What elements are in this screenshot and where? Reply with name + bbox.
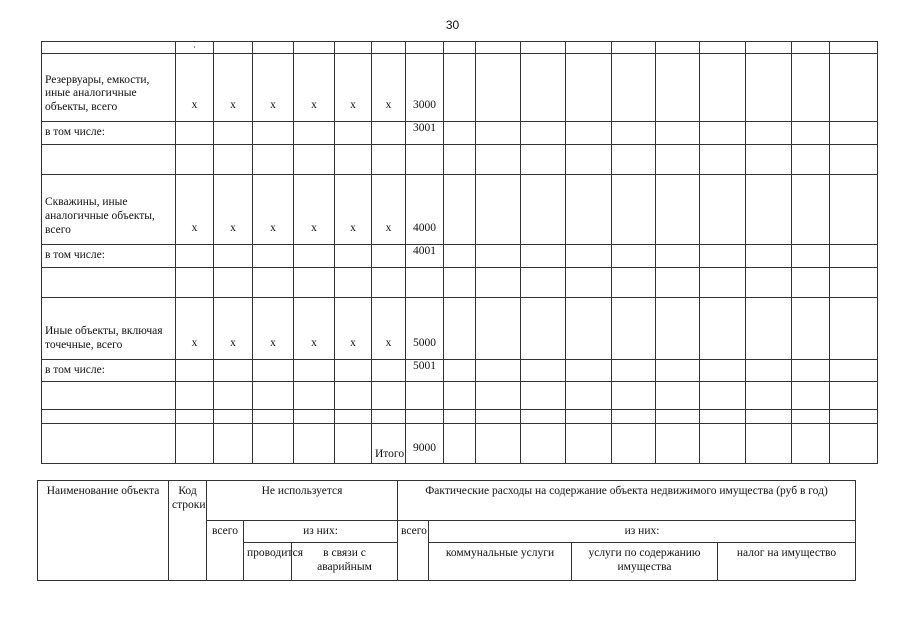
x-mark: x <box>253 174 294 244</box>
table-cell <box>253 410 294 424</box>
table-cell <box>746 410 792 424</box>
table-cell <box>176 144 214 174</box>
table-cell <box>700 267 746 297</box>
table-row <box>42 54 878 122</box>
table-cell <box>612 359 656 382</box>
table-cell <box>792 382 830 410</box>
table-cell <box>566 54 612 122</box>
table-cell <box>700 54 746 122</box>
table-cell <box>176 382 214 410</box>
table-cell <box>476 267 521 297</box>
table-cell <box>253 244 294 267</box>
x-mark: x <box>176 297 214 359</box>
table-cell <box>830 144 878 174</box>
table-cell <box>335 267 372 297</box>
table-cell <box>335 42 372 54</box>
table-cell <box>476 122 521 145</box>
table-cell <box>746 267 792 297</box>
col-not-used: Не используется <box>207 481 398 521</box>
table-cell <box>335 144 372 174</box>
table-cell <box>444 54 476 122</box>
table-cell <box>372 244 406 267</box>
section-name: Скважины, иные аналогичные объекты, всего <box>42 174 176 244</box>
section-name: Иные объекты, включая точечные, всего <box>42 297 176 359</box>
x-mark: x <box>253 297 294 359</box>
table-cell <box>214 267 253 297</box>
table-cell <box>612 297 656 359</box>
table-cell <box>476 144 521 174</box>
table-cell <box>294 144 335 174</box>
table-cell <box>294 359 335 382</box>
table-cell <box>656 244 700 267</box>
table-cell <box>700 244 746 267</box>
table-cell <box>521 144 566 174</box>
col-expenses-total: всего <box>398 521 429 581</box>
table-cell <box>612 424 656 464</box>
table-cell <box>294 382 335 410</box>
table-cell <box>476 42 521 54</box>
table-cell <box>521 174 566 244</box>
table-cell <box>406 382 444 410</box>
table-cell <box>476 297 521 359</box>
table-cell <box>444 244 476 267</box>
table-cell <box>521 359 566 382</box>
table-cell <box>700 359 746 382</box>
table-cell <box>521 244 566 267</box>
table-cell <box>656 174 700 244</box>
table-cell <box>656 54 700 122</box>
subsection-label: в том числе: <box>42 122 176 145</box>
row-code: 5001 <box>406 359 444 382</box>
table-cell <box>521 267 566 297</box>
table-cell <box>830 382 878 410</box>
table-cell <box>612 54 656 122</box>
table-cell <box>176 359 214 382</box>
total-code: 9000 <box>406 424 444 464</box>
table-cell <box>656 359 700 382</box>
table-cell <box>335 424 372 464</box>
table-cell <box>476 382 521 410</box>
table-cell <box>176 424 214 464</box>
x-mark: x <box>253 54 294 122</box>
table-cell <box>746 244 792 267</box>
table-cell <box>42 267 176 297</box>
table-cell <box>176 410 214 424</box>
table-cell <box>521 297 566 359</box>
table-cell <box>521 424 566 464</box>
table-cell <box>214 359 253 382</box>
table-cell <box>294 42 335 54</box>
table-cell <box>746 122 792 145</box>
table-cell <box>214 144 253 174</box>
subsection-label: в том числе: <box>42 359 176 382</box>
table-cell <box>406 410 444 424</box>
row-code: 3001 <box>406 122 444 145</box>
table-cell <box>656 42 700 54</box>
table-cell <box>566 42 612 54</box>
table-cell <box>294 122 335 145</box>
table-row <box>42 382 878 410</box>
table-cell <box>566 410 612 424</box>
table-cell <box>253 267 294 297</box>
table-cell <box>700 122 746 145</box>
table-cell <box>700 42 746 54</box>
table-cell <box>42 42 176 54</box>
table-cell <box>521 54 566 122</box>
table-cell <box>746 424 792 464</box>
table-cell <box>792 174 830 244</box>
table-cell <box>444 42 476 54</box>
x-mark: x <box>176 54 214 122</box>
total-label: Итого <box>372 424 406 464</box>
table-cell <box>792 297 830 359</box>
table-cell <box>656 297 700 359</box>
table-cell <box>656 424 700 464</box>
table-cell <box>444 174 476 244</box>
table-cell <box>792 359 830 382</box>
table-cell <box>830 174 878 244</box>
table-cell <box>746 54 792 122</box>
subsection-label: в том числе: <box>42 244 176 267</box>
table-cell <box>444 382 476 410</box>
table-cell <box>566 359 612 382</box>
table-cell <box>566 174 612 244</box>
table-cell <box>792 54 830 122</box>
table-cell <box>335 410 372 424</box>
table-cell <box>176 267 214 297</box>
col-emergency: в связи с аварийным <box>292 543 398 581</box>
table-row <box>42 122 878 145</box>
table-cell <box>253 359 294 382</box>
table-row <box>42 174 878 244</box>
table-cell <box>372 122 406 145</box>
table-cell <box>406 144 444 174</box>
table-cell <box>214 122 253 145</box>
table-cell <box>746 144 792 174</box>
table-cell <box>612 382 656 410</box>
table-row <box>42 244 878 267</box>
table-cell <box>294 244 335 267</box>
table-row <box>42 42 878 54</box>
x-mark: x <box>294 174 335 244</box>
table-cell <box>521 42 566 54</box>
table-cell <box>521 122 566 145</box>
table-cell <box>372 359 406 382</box>
table-cell <box>566 144 612 174</box>
table-cell <box>406 267 444 297</box>
table-cell <box>612 122 656 145</box>
table-cell <box>372 382 406 410</box>
table-cell <box>444 359 476 382</box>
table-cell <box>476 424 521 464</box>
col-row-code: Код строки <box>169 481 207 581</box>
table-cell <box>566 267 612 297</box>
x-mark: x <box>294 297 335 359</box>
table-cell <box>612 267 656 297</box>
table-cell <box>792 410 830 424</box>
col-maintenance: услуги по содержанию имущества <box>572 543 718 581</box>
table-cell <box>830 297 878 359</box>
table-cell <box>214 424 253 464</box>
table-cell <box>700 174 746 244</box>
x-mark: x <box>214 174 253 244</box>
x-mark: x <box>214 54 253 122</box>
table-cell <box>176 244 214 267</box>
top-dot: · <box>176 42 214 54</box>
table-row <box>42 267 878 297</box>
table-cell <box>830 42 878 54</box>
col-property-tax: налог на имущество <box>718 543 856 581</box>
table-row <box>42 424 878 464</box>
table-cell <box>294 267 335 297</box>
table-cell <box>656 122 700 145</box>
table-cell <box>656 410 700 424</box>
table-cell <box>444 122 476 145</box>
table-cell <box>521 382 566 410</box>
x-mark: x <box>176 174 214 244</box>
table-cell <box>253 424 294 464</box>
x-mark: x <box>372 297 406 359</box>
table-cell <box>214 410 253 424</box>
table-cell <box>444 297 476 359</box>
table-cell <box>746 174 792 244</box>
table-cell <box>566 244 612 267</box>
page-number: 30 <box>445 18 460 32</box>
x-mark: x <box>372 54 406 122</box>
table-cell <box>566 122 612 145</box>
table-cell <box>830 267 878 297</box>
table-cell <box>253 122 294 145</box>
table-cell <box>700 424 746 464</box>
table-cell <box>700 382 746 410</box>
table-cell <box>444 424 476 464</box>
table-cell <box>335 382 372 410</box>
table-cell <box>746 359 792 382</box>
col-not-used-of-them: из них: <box>244 521 398 543</box>
table-cell <box>792 42 830 54</box>
table-cell <box>612 244 656 267</box>
table-cell <box>406 42 444 54</box>
col-object-name: Наименование объекта <box>38 481 169 581</box>
table-cell <box>612 42 656 54</box>
table-cell <box>830 54 878 122</box>
x-mark: x <box>335 54 372 122</box>
objects-table <box>41 41 878 464</box>
table-cell <box>656 267 700 297</box>
table-cell <box>372 144 406 174</box>
table-cell <box>656 144 700 174</box>
table-row <box>42 144 878 174</box>
col-in-progress: проводится <box>244 543 292 581</box>
table-cell <box>612 174 656 244</box>
table-cell <box>214 42 253 54</box>
table-cell <box>42 382 176 410</box>
row-code: 4000 <box>406 174 444 244</box>
table-cell <box>746 297 792 359</box>
table-row <box>42 297 878 359</box>
table-cell <box>335 122 372 145</box>
table-cell <box>335 244 372 267</box>
table-cell <box>746 42 792 54</box>
col-not-used-total: всего <box>207 521 244 581</box>
table-cell <box>566 297 612 359</box>
table-cell <box>476 54 521 122</box>
table-cell <box>612 410 656 424</box>
col-utilities: коммунальные услуги <box>429 543 572 581</box>
table-row <box>42 359 878 382</box>
row-code: 3000 <box>406 54 444 122</box>
table-cell <box>42 424 176 464</box>
table-cell <box>372 410 406 424</box>
table-cell <box>294 410 335 424</box>
expenses-header-table <box>37 480 856 581</box>
table-cell <box>372 267 406 297</box>
table-cell <box>214 244 253 267</box>
table-cell <box>656 382 700 410</box>
table-cell <box>444 267 476 297</box>
x-mark: x <box>294 54 335 122</box>
table-cell <box>476 359 521 382</box>
table-cell <box>253 382 294 410</box>
table-cell <box>294 424 335 464</box>
table-cell <box>335 359 372 382</box>
col-expenses-of-them: из них: <box>429 521 856 543</box>
table-cell <box>476 410 521 424</box>
table-cell <box>792 424 830 464</box>
table-cell <box>700 144 746 174</box>
table-cell <box>792 122 830 145</box>
table-cell <box>792 267 830 297</box>
table-cell <box>214 382 253 410</box>
table-cell <box>476 174 521 244</box>
table-cell <box>830 359 878 382</box>
table-cell <box>476 244 521 267</box>
table-cell <box>612 144 656 174</box>
x-mark: x <box>214 297 253 359</box>
x-mark: x <box>372 174 406 244</box>
table-cell <box>566 382 612 410</box>
table-cell <box>253 144 294 174</box>
col-actual-expenses: Фактические расходы на содержание объекта недвижимого имущества (руб в год) <box>398 481 856 521</box>
table-cell <box>700 297 746 359</box>
table-cell <box>830 122 878 145</box>
table-cell <box>42 410 176 424</box>
x-mark: x <box>335 174 372 244</box>
table-cell <box>444 144 476 174</box>
section-name: Резервуары, емкости, иные аналогичные объекты, всего <box>42 54 176 122</box>
table-cell <box>566 424 612 464</box>
table-cell <box>830 410 878 424</box>
row-code: 5000 <box>406 297 444 359</box>
table-cell <box>700 410 746 424</box>
table-cell <box>830 424 878 464</box>
table-cell <box>253 42 294 54</box>
table-cell <box>746 382 792 410</box>
table-cell <box>792 144 830 174</box>
table-cell <box>42 144 176 174</box>
table-cell <box>830 244 878 267</box>
table-cell <box>444 410 476 424</box>
table-cell <box>372 42 406 54</box>
table-cell <box>792 244 830 267</box>
table-row <box>42 410 878 424</box>
row-code: 4001 <box>406 244 444 267</box>
table-cell <box>176 122 214 145</box>
x-mark: x <box>335 297 372 359</box>
table-cell <box>521 410 566 424</box>
